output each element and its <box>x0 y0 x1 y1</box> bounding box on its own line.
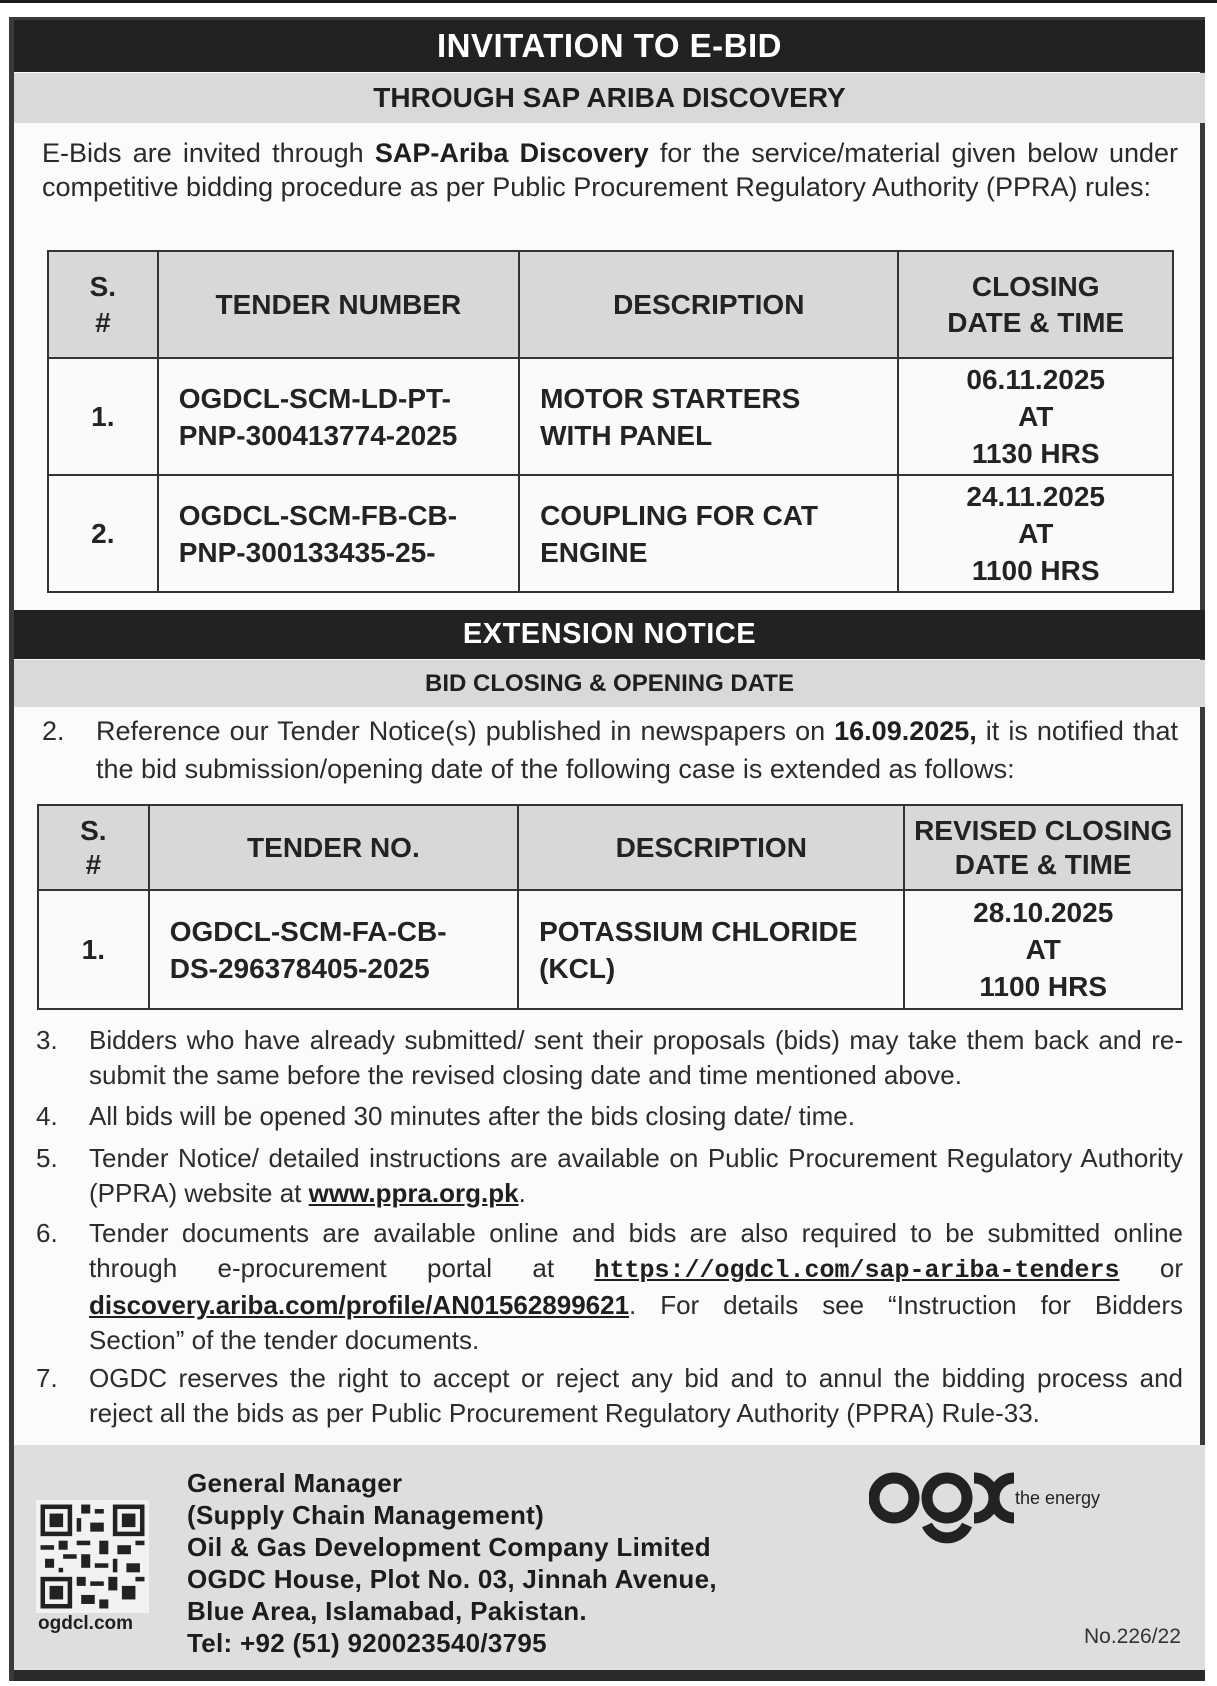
paragraph-text-suffix: it is notified that the bid submission/opening date of the following case is extended as follows: <box>96 716 1178 784</box>
paragraph-7 <box>36 1361 1183 1431</box>
paragraph-number: 6. <box>36 1218 58 1248</box>
paragraph-2 <box>42 712 1178 788</box>
top-rule <box>0 0 1217 3</box>
cell-sno: 1. <box>48 358 158 475</box>
footer-bottom-bar <box>14 1670 1205 1681</box>
tender-table <box>47 250 1174 593</box>
paragraph-5 <box>36 1141 1183 1211</box>
col-description: DESCRIPTION <box>519 251 898 358</box>
cell-closing: 24.11.2025 AT 1100 HRS <box>898 475 1173 592</box>
address-line: Oil & Gas Development Company Limited <box>187 1532 711 1562</box>
cell-tender-number: OGDCL-SCM-LD-PT- PNP-300413774-2025 <box>158 358 519 475</box>
table-row <box>38 890 1182 1009</box>
paragraph-text: All bids will be opened 30 minutes after the bids closing date/ time. <box>89 1101 855 1131</box>
paragraph-text: Tender Notice/ detailed instructions are available on Public Procurement Regulatory Authority (PPRA) website at <box>89 1143 1183 1208</box>
intro-paragraph <box>42 136 1178 204</box>
col-sno: S. # <box>48 251 158 358</box>
col-tender-number: TENDER NUMBER <box>158 251 519 358</box>
cell-revised-closing: 28.10.2025 AT 1100 HRS <box>904 890 1182 1009</box>
table-row <box>48 358 1173 475</box>
col-description: DESCRIPTION <box>518 805 904 890</box>
logo-tagline: the energy <box>1015 1488 1101 1508</box>
paragraph-number: 2. <box>42 716 65 746</box>
address-line: (Supply Chain Management) <box>187 1500 545 1530</box>
col-tender-no: TENDER NO. <box>149 805 518 890</box>
paragraph-text: Tender documents are available online and bids are also required to be submitted online through e-procurement portal at <box>89 1218 1183 1283</box>
revised-table <box>37 804 1183 1010</box>
ogdc-logo-icon <box>869 1465 1019 1560</box>
paragraph-text: OGDC reserves the right to accept or reject any bid and to annul the bidding process and reject all the bids as per Public Procurement Regulatory Authority (PPRA) Rule-33. <box>89 1363 1183 1428</box>
cell-closing: 06.11.2025 AT 1130 HRS <box>898 358 1173 475</box>
cell-description: POTASSIUM CHLORIDE (KCL) <box>518 890 904 1009</box>
address-line: Blue Area, Islamabad, Pakistan. <box>187 1596 587 1626</box>
ogdcl-tenders-link[interactable]: https://ogdcl.com/sap-ariba-tenders <box>594 1256 1120 1285</box>
extension-title: EXTENSION NOTICE <box>14 610 1205 659</box>
intro-bold-platform: SAP-Ariba Discovery <box>374 138 649 168</box>
qr-site-label: ogdcl.com <box>38 1613 134 1634</box>
paragraph-3 <box>36 1023 1183 1093</box>
reference-number: No.226/22 <box>1084 1625 1181 1648</box>
paragraph-text-or: or <box>1119 1253 1184 1283</box>
phone-number: Tel: +92 (51) 920023540/3795 <box>187 1628 547 1658</box>
footer <box>14 1445 1205 1670</box>
paragraph-text-suffix: . For details see “Instruction for Bidders Section” of the tender documents. <box>89 1290 1183 1355</box>
cell-description: MOTOR STARTERS WITH PANEL <box>519 358 898 475</box>
col-sno: S. # <box>38 805 149 890</box>
paragraph-number: 7. <box>36 1363 58 1393</box>
table-row <box>48 475 1173 592</box>
paragraph-6 <box>36 1216 1183 1356</box>
ppra-website-link[interactable]: www.ppra.org.pk <box>308 1178 519 1208</box>
address-line: OGDC House, Plot No. 03, Jinnah Avenue, <box>187 1564 717 1594</box>
table-header-row <box>48 251 1173 358</box>
paragraph-number: 5. <box>36 1143 58 1173</box>
intro-text-suffix: for the service/material given below under competitive bidding procedure as per Public Procurement Regulatory Authority (PPRA) rules: <box>42 138 1178 202</box>
extension-subtitle: BID CLOSING & OPENING DATE <box>14 660 1205 707</box>
paragraph-number: 4. <box>36 1101 58 1131</box>
page-subtitle: THROUGH SAP ARIBA DISCOVERY <box>14 73 1205 123</box>
cell-sno: 1. <box>38 890 149 1009</box>
paragraph-number: 3. <box>36 1025 58 1055</box>
contact-address <box>187 1467 717 1659</box>
ariba-profile-link[interactable]: discovery.ariba.com/profile/AN01562899621 <box>89 1290 630 1320</box>
page-title: INVITATION TO E-BID <box>14 20 1205 72</box>
address-line: General Manager <box>187 1468 403 1498</box>
paragraph-text: Reference our Tender Notice(s) published in newspapers on <box>96 716 835 746</box>
qr-code-icon[interactable] <box>36 1500 149 1613</box>
intro-text: E-Bids are invited through <box>42 138 375 168</box>
cell-sno: 2. <box>48 475 158 592</box>
cell-tender-number: OGDCL-SCM-FB-CB- PNP-300133435-25- <box>158 475 519 592</box>
cell-tender-no: OGDCL-SCM-FA-CB- DS-296378405-2025 <box>149 890 518 1009</box>
cell-description: COUPLING FOR CAT ENGINE <box>519 475 898 592</box>
table-header-row <box>38 805 1182 890</box>
reference-date: 16.09.2025, <box>834 716 977 746</box>
paragraph-4 <box>36 1099 1183 1134</box>
paragraph-text-suffix: . <box>518 1178 526 1208</box>
col-closing: CLOSING DATE & TIME <box>898 251 1173 358</box>
col-revised-closing: REVISED CLOSING DATE & TIME <box>904 805 1182 890</box>
paragraph-text: Bidders who have already submitted/ sent their proposals (bids) may take them back and re-submit the same before the revised closing date and time mentioned above. <box>89 1025 1183 1090</box>
